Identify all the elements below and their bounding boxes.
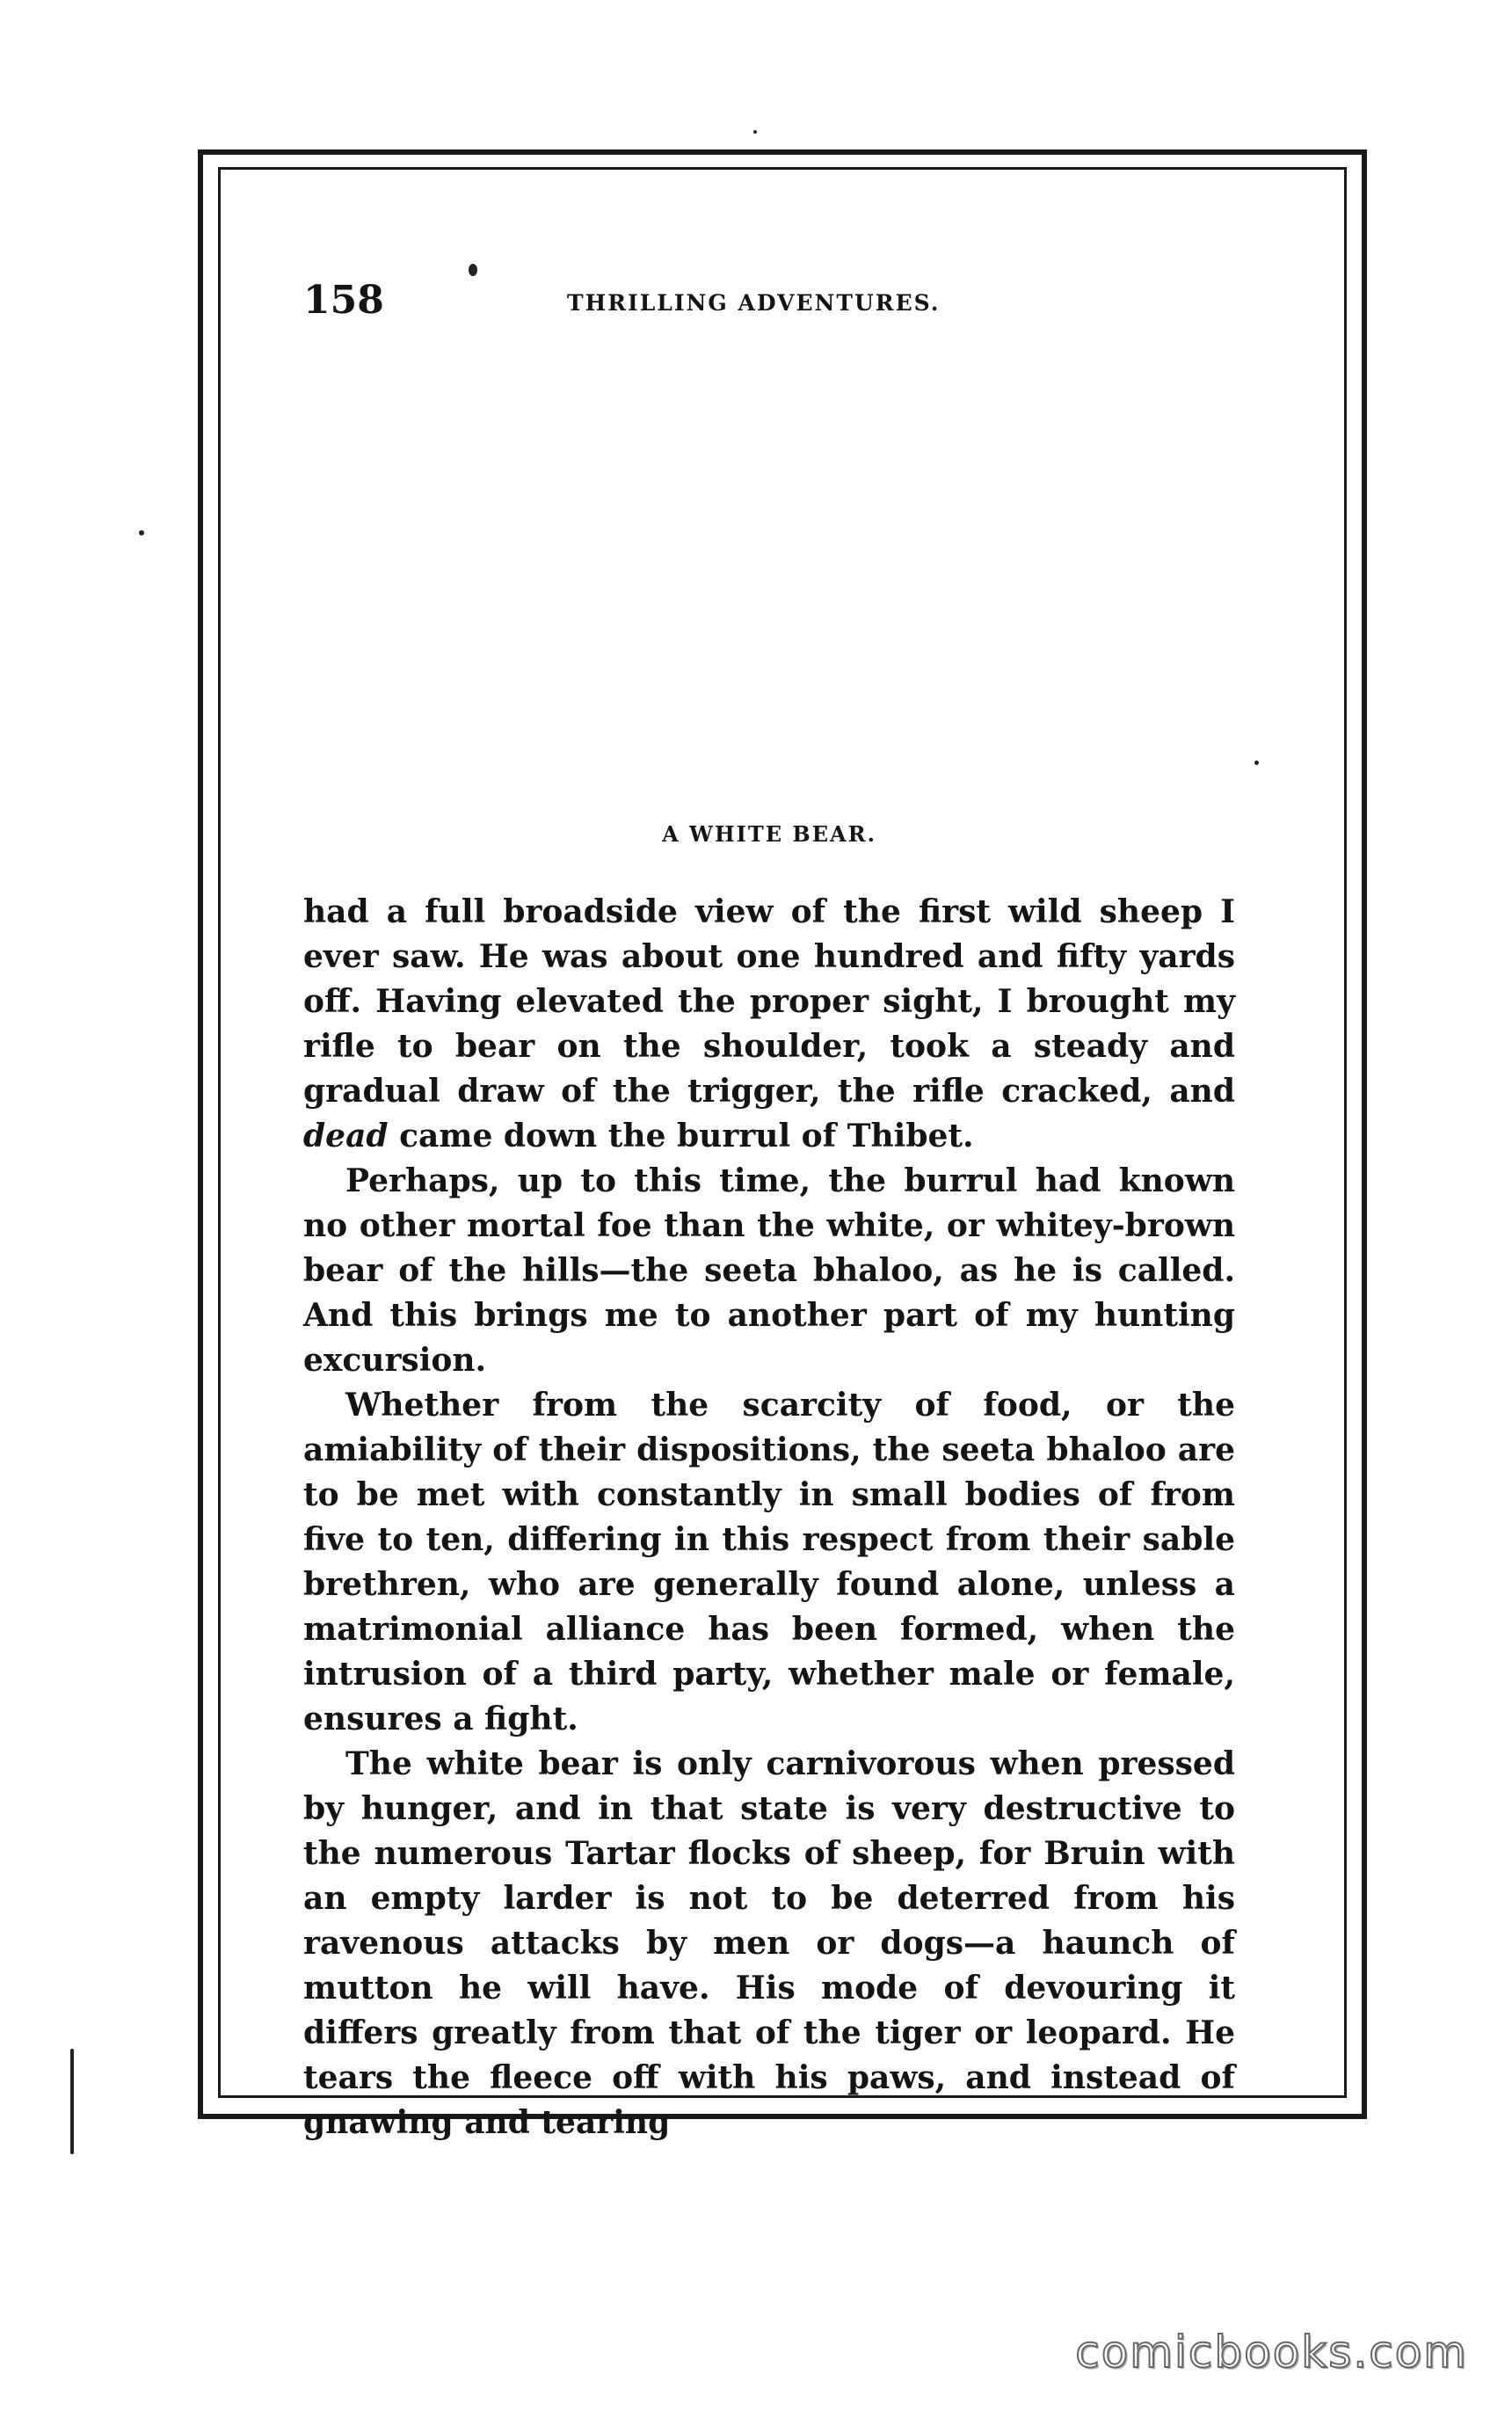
scan-speck xyxy=(70,2049,74,2154)
paragraph-1-tail: came down the burrul of Thibet. xyxy=(388,1118,974,1155)
body-text xyxy=(303,890,1235,2145)
scan-speck xyxy=(1254,761,1259,765)
paragraph-4: The white bear is only carnivorous when pressed by hunger, and in that state is very destructive to the numerous Tartar flocks of sheep, for Bruin with an empty larder is not to be deterred from his ravenous attacks by men or dogs—a haunch of mutton he will have. His mode of devouring it differs greatly from that of the tiger or leopard. He tears the fleece off with his paws, and instead of gnawing and tearing xyxy=(303,1745,1235,2141)
scan-speck xyxy=(753,130,757,134)
paragraph-1 xyxy=(303,890,1235,1159)
section-heading: A WHITE BEAR. xyxy=(662,821,876,847)
scan-speck xyxy=(139,530,144,535)
running-title: THRILLING ADVENTURES. xyxy=(567,290,941,316)
scan-speck xyxy=(469,264,477,276)
emphasis-dead: dead xyxy=(303,1118,389,1155)
running-head xyxy=(303,278,971,331)
paragraph-3: Whether from the scarcity of food, or the amiability of their dispositions, the seeta bhaloo are to be met with constantly in small bodies of from five to ten, differing in this respect from their sable brethren, who are generally found alone, unless a matrimonial alliance has been formed, when the intrusion of a third party, whether male or female, ensures a fight. xyxy=(303,1387,1235,1737)
paragraph-2: Perhaps, up to this time, the burrul had known no other mortal foe than the white, or whitey-brown bear of the hills—the seeta bhaloo, as he is called. And this brings me to another part of my hunting excursion. xyxy=(303,1162,1235,1379)
paragraph-1-text: had a full broadside view of the first wild sheep I ever saw. He was about one hundred and fifty yards off. Having elevated the proper sight, I brought my rifle to bear on the shoulder, took a steady and gradual draw of the trigger, the rifle cracked, and xyxy=(303,893,1235,1110)
watermark: comicbooks.com xyxy=(1075,2327,1468,2378)
page-number: 158 xyxy=(303,278,384,323)
